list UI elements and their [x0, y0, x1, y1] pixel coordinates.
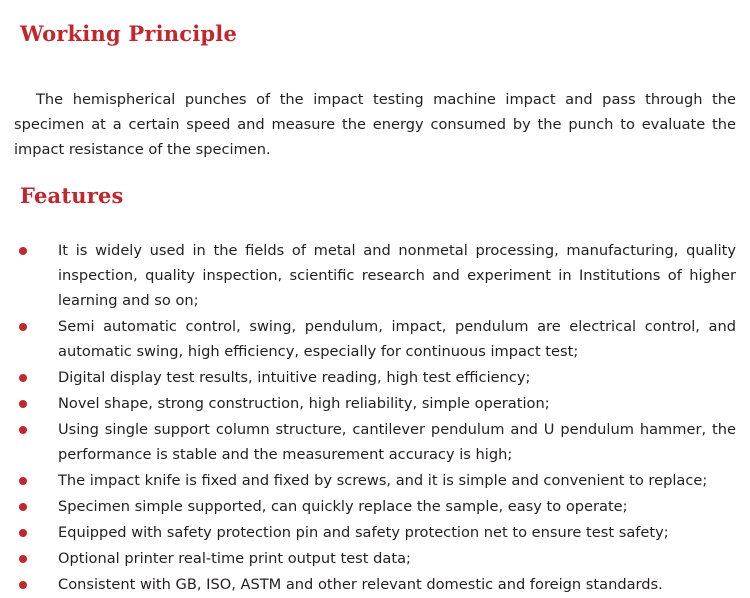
bullet-icon: [19, 529, 27, 537]
list-item-text: Using single support column structure, cantilever pendulum and U pendulum hammer, the performance is stable and the measurement accuracy is high;: [58, 421, 736, 463]
bullet-icon: [19, 581, 27, 589]
working-principle-paragraph: [14, 87, 736, 162]
bullet-icon: [19, 503, 27, 511]
list-item: [14, 494, 736, 519]
list-item-text: Equipped with safety protection pin and safety protection net to ensure test safety;: [58, 524, 669, 541]
list-item: [14, 314, 736, 364]
list-item: [14, 417, 736, 467]
features-heading: Features: [20, 183, 124, 208]
working-principle-heading: Working Principle: [20, 21, 238, 46]
bullet-icon: [19, 323, 27, 331]
list-item-text: Digital display test results, intuitive reading, high test efficiency;: [58, 369, 531, 386]
bullet-icon: [19, 247, 27, 255]
paragraph-text: The hemispherical punches of the impact testing machine impact and pass through the specimen at a certain speed and measure the energy consumed by the punch to evaluate the impact resistance of the specimen.: [14, 90, 736, 158]
list-item: [14, 468, 736, 493]
list-item-text: Specimen simple supported, can quickly replace the sample, easy to operate;: [58, 498, 628, 515]
list-item: [14, 520, 736, 545]
list-item-text: It is widely used in the fields of metal and nonmetal processing, manufacturing, quality inspection, quality inspection, scientific research and experiment in Institutions of higher learning and so on;: [58, 242, 736, 309]
bullet-icon: [19, 374, 27, 382]
list-item-text: Semi automatic control, swing, pendulum, impact, pendulum are electrical control, and automatic swing, high efficiency, especially for continuous impact test;: [58, 318, 736, 360]
bullet-icon: [19, 400, 27, 408]
list-item: [14, 572, 736, 597]
list-item: [14, 546, 736, 571]
bullet-icon: [19, 555, 27, 563]
list-item: [14, 391, 736, 416]
list-item-text: Consistent with GB, ISO, ASTM and other relevant domestic and foreign standards.: [58, 576, 663, 593]
bullet-icon: [19, 426, 27, 434]
list-item-text: The impact knife is fixed and fixed by screws, and it is simple and convenient to replace;: [58, 472, 708, 489]
list-item: [14, 365, 736, 390]
list-item-text: Optional printer real-time print output test data;: [58, 550, 411, 567]
features-list: [14, 238, 736, 598]
list-item: [14, 238, 736, 313]
bullet-icon: [19, 477, 27, 485]
list-item-text: Novel shape, strong construction, high reliability, simple operation;: [58, 395, 550, 412]
